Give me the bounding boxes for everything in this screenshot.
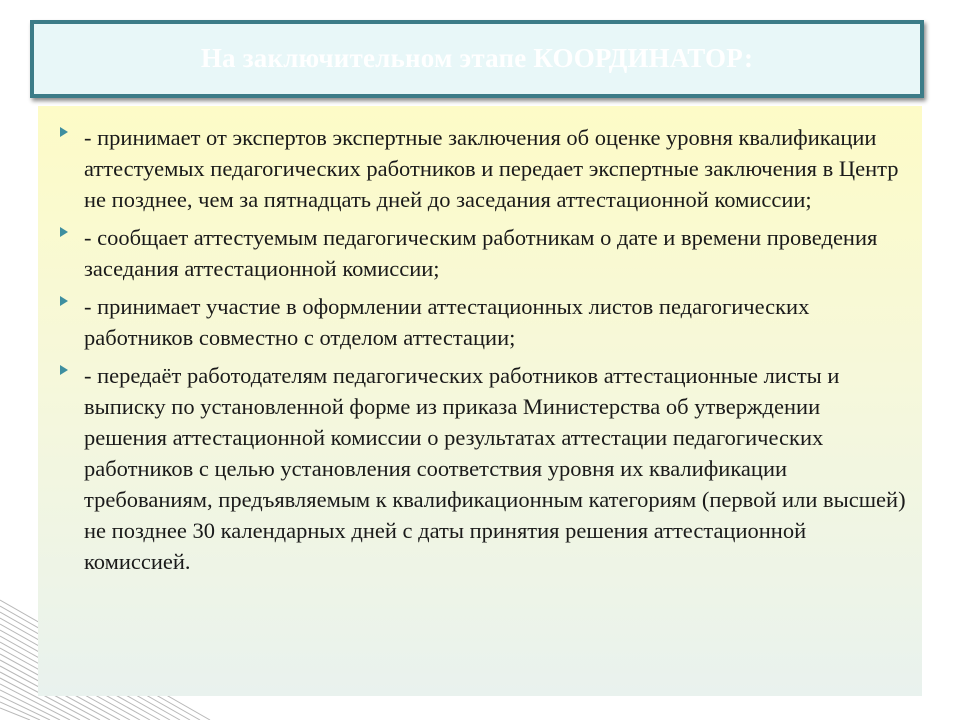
triangle-bullet-icon (60, 365, 68, 375)
bullet-item (56, 222, 906, 284)
triangle-bullet-icon (60, 296, 68, 306)
bullet-item (56, 122, 906, 215)
bullet-list (56, 122, 906, 584)
bullet-text: - принимает участие в оформлении аттестационных листов педагогических работников совместно с отделом аттестации; (84, 294, 810, 350)
bullet-text: - принимает от экспертов экспертные заключения об оценке уровня квалификации аттестуемых педагогических работников и передает экспертные заключения в Центр не позднее, чем за пятнадцать дней до заседания аттестационной комиссии; (84, 125, 899, 212)
triangle-bullet-icon (60, 127, 68, 137)
title-banner (30, 20, 924, 98)
slide-title: На заключительном этапе КООРДИНАТОР: (200, 43, 754, 73)
bullet-text: - передаёт работодателям педагогических работников аттестационные листы и выписку по установленной форме из приказа Министерства об утверждении решения аттестационной комиссии о результатах аттестации педагогических работников с целью установления соответствия уровня их квалификации требованиям, предъявляемым к квалификационным категориям (первой или высшей) не позднее 30 календарных дней с даты принятия решения аттестационной комиссией. (84, 363, 906, 574)
triangle-bullet-icon (60, 227, 68, 237)
bullet-item (56, 360, 906, 577)
bullet-text: - сообщает аттестуемым педагогическим работникам о дате и времени проведения заседания аттестационной комиссии; (84, 225, 878, 281)
bullet-item (56, 291, 906, 353)
